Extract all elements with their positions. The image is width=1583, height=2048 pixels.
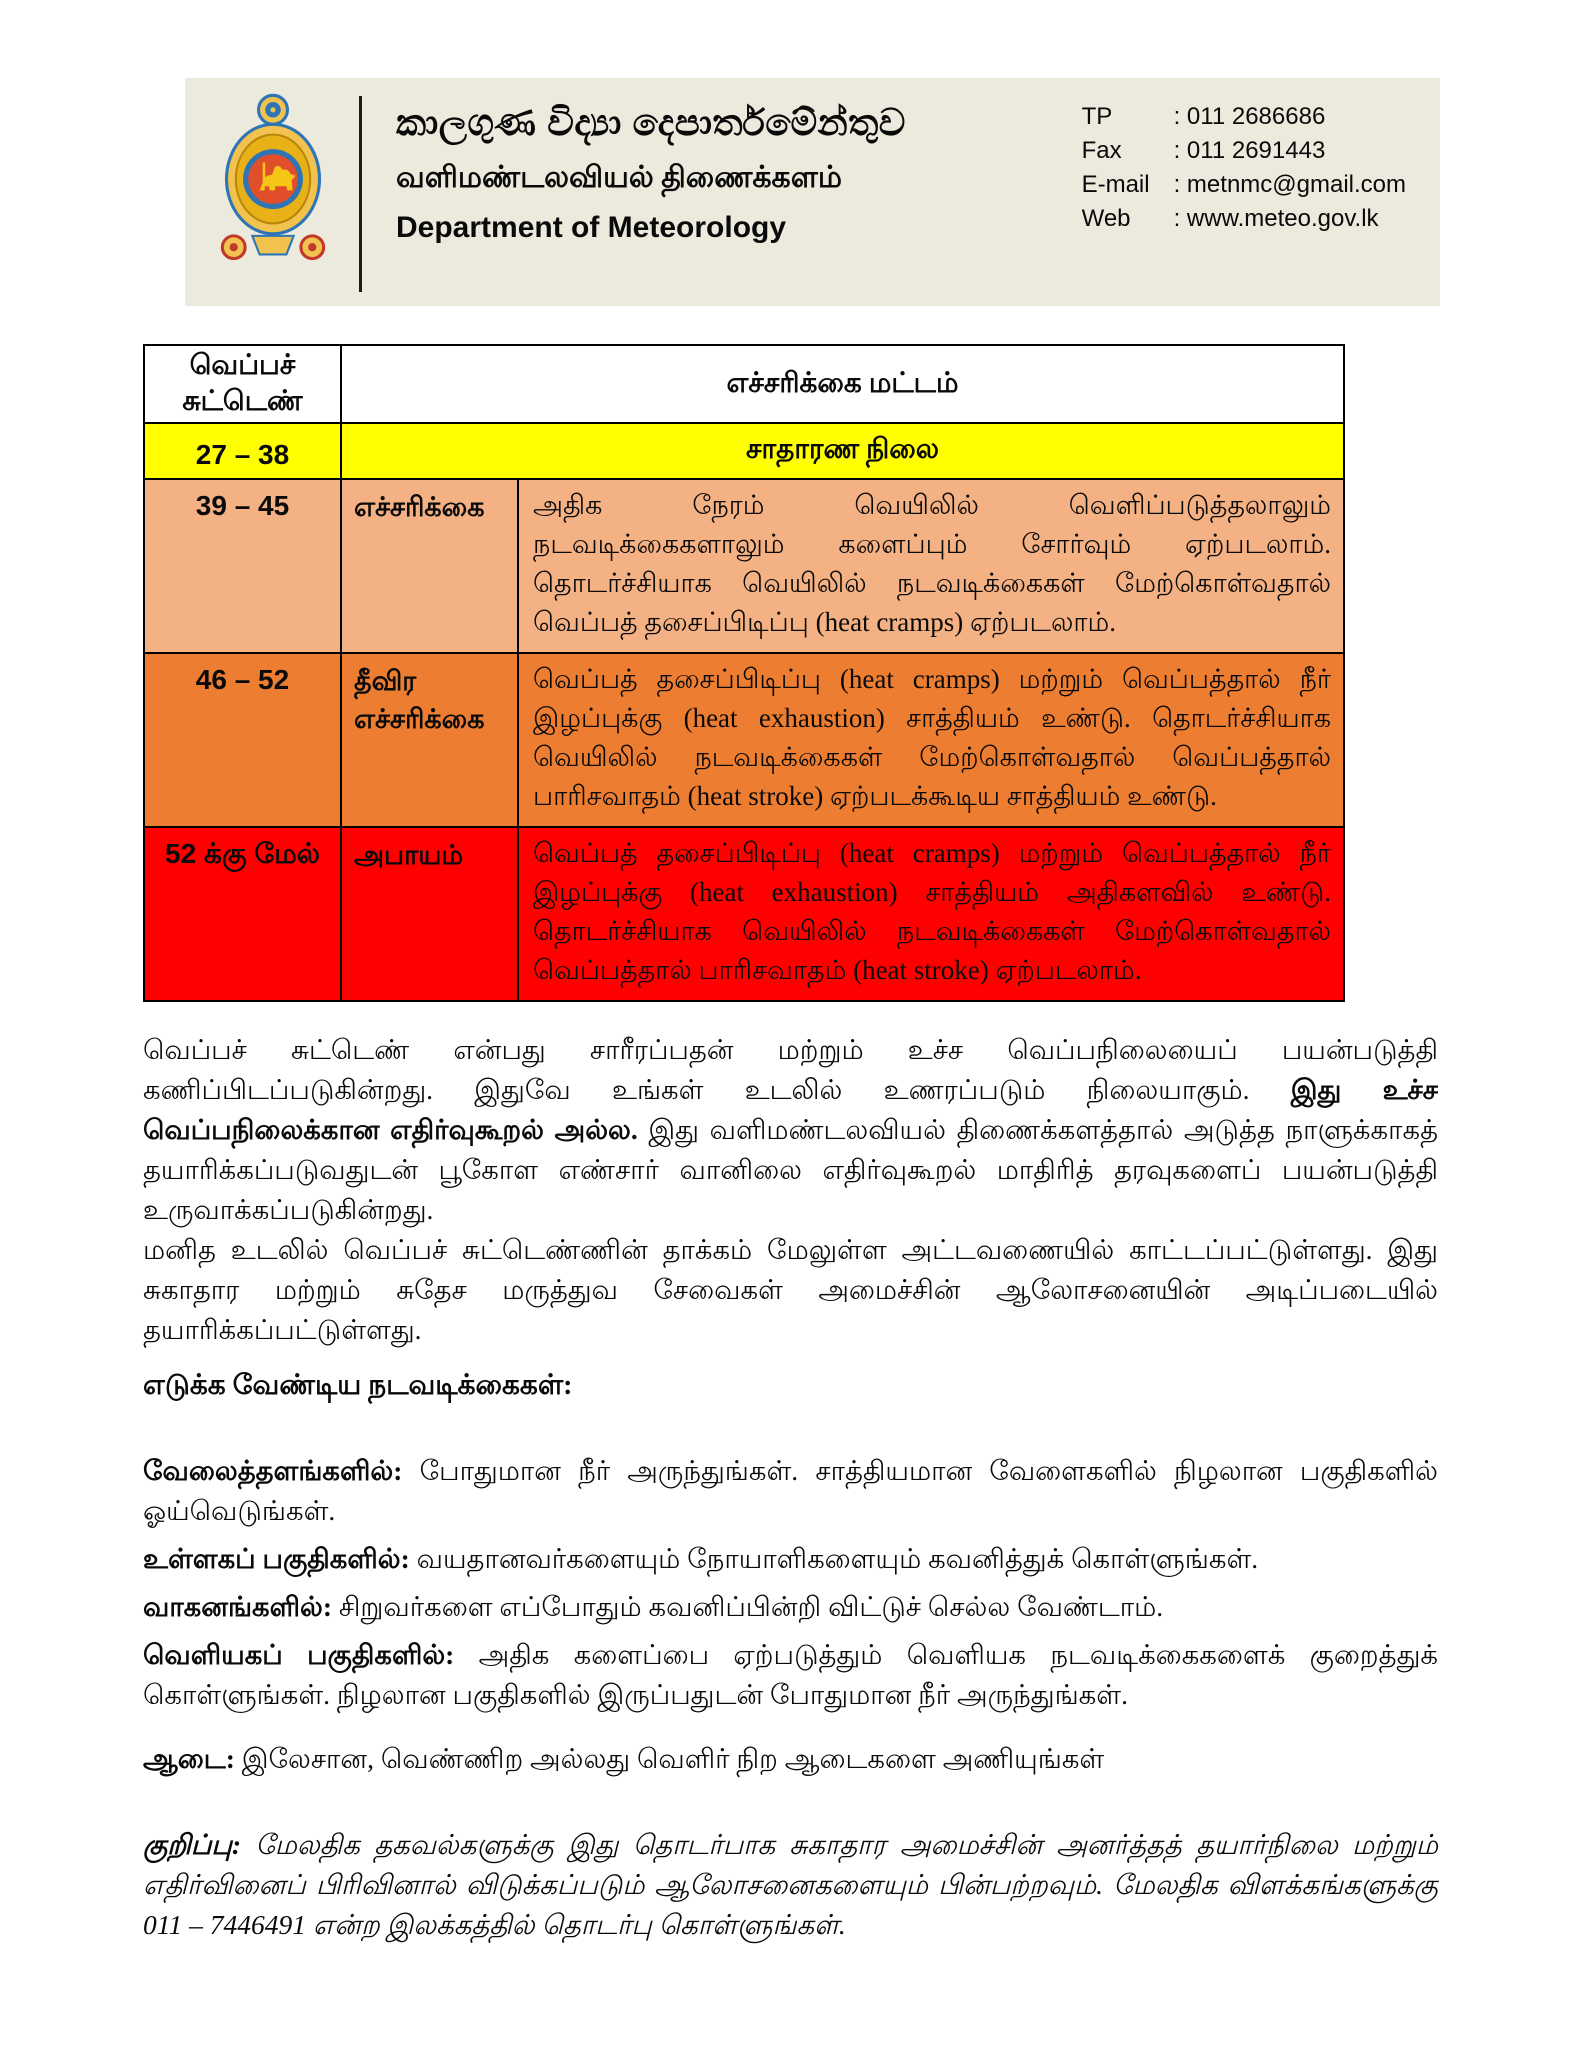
action-text-clothing: இலேசான, வெண்ணிற அல்லது வெளிர் நிற ஆடைகளை அணியுங்கள் [234,1743,1105,1774]
action-item-workplaces [143,1451,1438,1531]
note-label: குறிப்பு: [143,1829,242,1860]
emblem-icon [211,92,335,264]
note-paragraph [143,1825,1438,1945]
action-item-clothing [143,1739,1438,1779]
department-titles [396,90,906,245]
level-danger: அபாயம் [341,827,518,1001]
sri-lanka-emblem-icon [211,90,335,269]
para1-text-2: இது வளிமண்டலவியல் திணைக்களத்தால் அடுத்த நாளுக்காகத் தயாரிக்கப்படுவதுடன் பூகோள எண்சார் வானிலை எதிர்வுகூறல் மாதிரித் தரவுகளைப் பயன்படுத்தி உருவாக்கப்படுகின்றது. [143,1114,1438,1225]
tp-label: TP [1081,103,1113,130]
range-severe: 46 – 52 [144,653,341,827]
actions-heading: எடுக்க வேண்டிய நடவடிக்கைகள்: [143,1370,573,1401]
table-header-row [144,345,1344,423]
heat-index-table [143,344,1345,1002]
description-severe: வெப்பத் தசைப்பிடிப்பு (heat cramps) மற்றும் வெப்பத்தால் நீர் இழப்புக்கு (heat exhaustion) சாத்தியம் உண்டு. தொடர்ச்சியாக வெயிலில் நடவடிக்கைகள் மேற்கொள்வதால் வெப்பத்தால் பாரிசவாதம் (heat stroke) ஏற்படக்கூடிய சாத்தியம் உண்டு. [518,653,1344,827]
table-row-normal [144,423,1344,479]
warning-level-column-header: எச்சரிக்கை மட்டம் [341,345,1344,423]
table-row-severe-warning [144,653,1344,827]
contact-row-email [1082,168,1406,202]
department-title-tamil: வளிமண்டலவியல் திணைக்களம் [396,161,842,194]
description-danger: வெப்பத் தசைப்பிடிப்பு (heat cramps) மற்றும் வெப்பத்தால் நீர் இழப்புக்கு (heat exhaustion) சாத்தியம் அதிகளவில் உண்டு. தொடர்ச்சியாக வெயிலில் நடவடிக்கைகள் மேற்கொள்வதால் வெப்பத்தால் பாரிசவாதம் (heat stroke) ஏற்படலாம். [518,827,1344,1001]
para1-text-1: வெப்பச் சுட்டெண் என்பது சாரீரப்பதன் மற்றும் உச்ச வெப்பநிலையைப் பயன்படுத்தி கணிப்பிடப்படுகின்றது. இதுவே உங்கள் உடலில் உணரப்படும் நிலையாகும். [143,1034,1438,1105]
range-danger: 52 க்கு மேல் [144,827,341,1001]
action-item-outdoors [143,1635,1438,1715]
action-label-workplaces: வேலைத்தளங்களில்: [143,1455,403,1486]
fax-label: Fax [1081,137,1122,164]
table-row-warning [144,479,1344,653]
action-text-indoors: வயதானவர்களையும் நோயாளிகளையும் கவனித்துக் கொள்ளுங்கள். [409,1543,1259,1574]
email-label: E-mail [1081,171,1150,198]
level-severe: தீவிர எச்சரிக்கை [341,653,518,827]
action-label-indoors: உள்ளகப் பகுதிகளில்: [143,1543,410,1574]
note-text: மேலதிக தகவல்களுக்கு இது தொடர்பாக சுகாதார அமைச்சின் அனர்த்தத் தயார்நிலை மற்றும் எதிர்வினைப் பிரிவினால் விடுக்கப்படும் ஆலோசனைகளையும் பின்பற்றவும். மேலதிக விளக்கங்களுக்கு 011 – 7446491 என்ற இலக்கத்தில் தொடர்பு கொள்ளுங்கள். [143,1829,1438,1940]
range-warning: 39 – 45 [144,479,341,653]
para1-bold-text: இது உச்ச வெப்பநிலைக்கான எதிர்வுகூறல் அல்ல. [143,1074,1439,1145]
explanation-paragraph-2: மனித உடலில் வெப்பச் சுட்டெண்ணின் தாக்கம் மேலுள்ள அட்டவணையில் காட்டப்பட்டுள்ளது. இது சுகாதார மற்றும் சுதேச மருத்துவ சேவைகள் அமைச்சின் ஆலோசனையின் அடிப்படையில் தயாரிக்கப்பட்டுள்ளது. [143,1234,1438,1345]
department-title-sinhala: කාලගුණ විද්‍යා දෙපාර්තමේන්තුව [396,102,906,143]
header-divider [359,96,362,292]
letterhead [185,78,1440,306]
contact-row-web [1082,202,1406,236]
description-warning: அதிக நேரம் வெயிலில் வெளிப்படுத்தலாலும் நடவடிக்கைகளாலும் களைப்பும் சோர்வும் ஏற்படலாம். தொடர்ச்சியாக வெயிலில் நடவடிக்கைகள் மேற்கொள்வதால் வெப்பத் தசைப்பிடிப்பு (heat cramps) ஏற்படலாம். [518,479,1344,653]
tp-value: : 011 2686686 [1173,103,1326,130]
action-text-vehicles: சிறுவர்களை எப்போதும் கவனிப்பின்றி விட்டுச் செல்ல வேண்டாம். [332,1591,1164,1622]
fax-value: : 011 2691443 [1173,137,1326,164]
contact-row-fax [1082,134,1406,168]
level-warning: எச்சரிக்கை [341,479,518,653]
action-item-indoors [143,1539,1438,1579]
action-item-vehicles [143,1587,1438,1627]
heat-index-column-header: வெப்பச் சுட்டெண் [144,345,341,423]
web-label: Web [1081,205,1131,232]
explanation-paragraph-1 [143,1030,1438,1230]
action-text-outdoors: அதிக களைப்பை ஏற்படுத்தும் வெளியக நடவடிக்கைகளைக் குறைத்துக் கொள்ளுங்கள். நிழலான பகுதிகளில் இருப்பதுடன் போதுமான நீர் அருந்துங்கள். [143,1639,1439,1710]
contact-row-tp [1082,100,1406,134]
action-text-workplaces: போதுமான நீர் அருந்துங்கள். சாத்தியமான வேளைகளில் நிழலான பகுதிகளில் ஓய்வெடுங்கள். [143,1455,1438,1526]
action-label-vehicles: வாகனங்களில்: [143,1591,333,1622]
range-normal: 27 – 38 [144,423,341,479]
web-value: : www.meteo.gov.lk [1173,205,1379,232]
action-label-outdoors: வெளியகப் பகுதிகளில்: [143,1639,455,1670]
department-title-english: Department of Meteorology [396,211,787,244]
action-label-clothing: ஆடை: [143,1743,235,1774]
contact-block [1082,90,1406,236]
email-value: : metnmc@gmail.com [1173,171,1406,198]
level-normal: சாதாரண நிலை [341,423,1344,479]
table-row-danger [144,827,1344,1001]
